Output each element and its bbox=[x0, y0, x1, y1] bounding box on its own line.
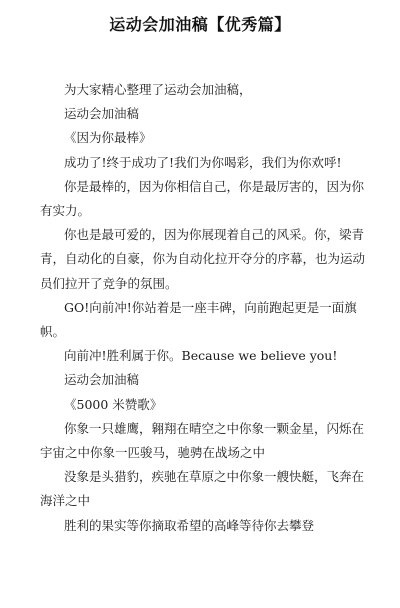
paragraph: 你是最棒的，因为你相信自己，你是最厉害的，因为你有实力。 bbox=[40, 178, 365, 219]
paragraph: GO!向前冲!你站着是一座丰碑，向前跑起更是一面旗帜。 bbox=[40, 299, 357, 340]
paragraph: 胜利的果实等你摘取希望的高峰等待你去攀登 bbox=[64, 517, 315, 533]
paragraph: 你象一只雄鹰，翱翔在晴空之中你象一颗金星，闪烁在宇宙之中你象一匹骏马，驰骋在战场之中 bbox=[40, 420, 365, 461]
section-heading: 运动会加油稿 bbox=[64, 372, 140, 388]
paragraph: 成功了!终于成功了!我们为你喝彩，我们为你欢呼! bbox=[64, 154, 342, 170]
poem-title: 《因为你最棒》 bbox=[64, 130, 152, 146]
document-body bbox=[40, 78, 370, 538]
paragraph: 向前冲!胜利属于你。Because we believe you! bbox=[64, 348, 338, 364]
paragraph-intro: 为大家精心整理了运动会加油稿， bbox=[64, 82, 252, 97]
paragraph: 你也是最可爱的，因为你展现着自己的风采。你，梁青青，自动化的自豪，你为自动化拉开夺分的序幕，也为运动员们拉开了竞争的氛围。 bbox=[40, 227, 366, 291]
paragraph: 没象是头猎豹，疾驰在草原之中你象一艘快艇，飞奔在海洋之中 bbox=[40, 469, 365, 509]
document-title: 运动会加油稿【优秀篇】 bbox=[109, 15, 291, 34]
poem-title: 《5000 米赞歌》 bbox=[64, 396, 163, 412]
section-heading: 运动会加油稿 bbox=[64, 106, 140, 122]
